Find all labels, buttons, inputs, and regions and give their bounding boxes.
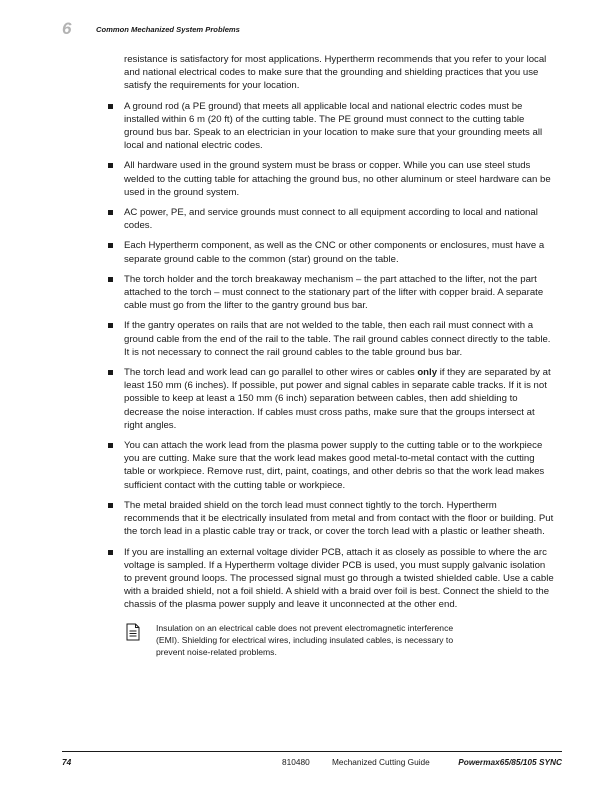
list-item: A ground rod (a PE ground) that meets all applicable local and national electric codes must be installed within 6 m (20 ft) of the cutting table. The PE ground must connect to the cutting table ground bus bar. Speak to an electrician in your location to make sure that your grounding meets all local and national electric codes. [124, 100, 554, 153]
list-item: Each Hypertherm component, as well as the CNC or other components or enclosures, must have a separate ground cable to the common (star) ground on the table. [124, 239, 554, 265]
document-number: 810480 [282, 757, 310, 767]
intro-paragraph: resistance is satisfactory for most applications. Hypertherm recommends that you refer to your local and national electrical codes to make sure that the grounding and shielding practices that you use satisfy the requirements for your location. [124, 54, 547, 92]
chapter-title: Common Mechanized System Problems [96, 24, 240, 34]
bullet-icon [108, 550, 113, 555]
chapter-number: 6 [62, 19, 72, 38]
grounding-guidelines-list [124, 100, 554, 612]
bullet-icon [108, 323, 113, 328]
bullet-icon [108, 370, 113, 375]
footer-divider [62, 751, 562, 752]
page-body [124, 53, 554, 659]
product-name: Powermax65/85/105 SYNC [458, 757, 562, 767]
note-callout [124, 622, 554, 659]
page-number: 74 [62, 757, 72, 767]
bullet-icon [108, 163, 113, 168]
list-item: If you are installing an external voltage divider PCB, attach it as closely as possible to where the arc voltage is sampled. If a Hypertherm voltage divider PCB is used, you must supply galvanic isolation to prevent ground loops. The processed signal must go through a twisted shielded cable. Use a cable with a braided shield, not a foil shield. A shield with a braid over foil is best. Connect the shield to the chassis of the plasma power supply and leave it unconnected at the other end. [124, 546, 554, 612]
note-text: Insulation on an electrical cable does not prevent electromagnetic interference (EMI). Shielding for electrical wires, including insulated cables, is necessary to prevent noise-related problems. [156, 622, 454, 658]
list-item-text: if they are separated by at least 150 mm (6 inches). If possible, put power and signal cables in separate cable tracks. If it is not possible to keep at least a 150 mm (6 inch) separation between cables, then add shielding to decrease the noise interaction. If cables must cross paths, make sure that the groups intersect at right angles. [124, 367, 551, 431]
document-title: Mechanized Cutting Guide [332, 757, 430, 767]
list-item: You can attach the work lead from the plasma power supply to the cutting table or to the workpiece you are cutting. Make sure that the work lead makes good metal-to-metal contact with the cutting table or workpiece. Remove rust, dirt, paint, coatings, and other debris so that the work lead makes sufficient contact with the cutting table or workpiece. [124, 439, 554, 492]
bullet-icon [108, 210, 113, 215]
list-item-text: The torch lead and work lead can go parallel to other wires or cables [124, 367, 418, 379]
list-item: All hardware used in the ground system must be brass or copper. While you can use steel studs welded to the cutting table for attaching the ground bus, no other aluminum or steel hardware can be used in the ground system. [124, 159, 554, 199]
emphasis-only: only [417, 367, 438, 379]
list-item: The metal braided shield on the torch lead must connect tightly to the torch. Hypertherm recommends that it be electrically insulated from metal and from contact with the floor or building. Put the torch lead in a plastic cable tray or track, or cover the torch lead with a plastic or leather sheath. [124, 499, 554, 539]
bullet-icon [108, 104, 113, 109]
list-item: The torch holder and the torch breakaway mechanism – the part attached to the lifter, not the part attached to the torch – must connect to the stationary part of the lifter with copper braid. A separate cable must go from the lifter to the gantry ground bus bar. [124, 273, 554, 313]
page-header [62, 20, 240, 38]
bullet-icon [108, 277, 113, 282]
list-item: If the gantry operates on rails that are not welded to the table, then each rail must connect with a ground cable from the end of the rail to the table. The rail ground cables connect directly to the table. It is not necessary to connect the rail ground cables to the table ground bus bar. [124, 319, 554, 359]
bullet-icon [108, 243, 113, 248]
bullet-icon [108, 503, 113, 508]
bullet-icon [108, 443, 113, 448]
list-item [124, 366, 554, 432]
note-icon [126, 623, 140, 641]
page-footer [62, 757, 562, 769]
list-item: AC power, PE, and service grounds must connect to all equipment according to local and national codes. [124, 206, 554, 232]
